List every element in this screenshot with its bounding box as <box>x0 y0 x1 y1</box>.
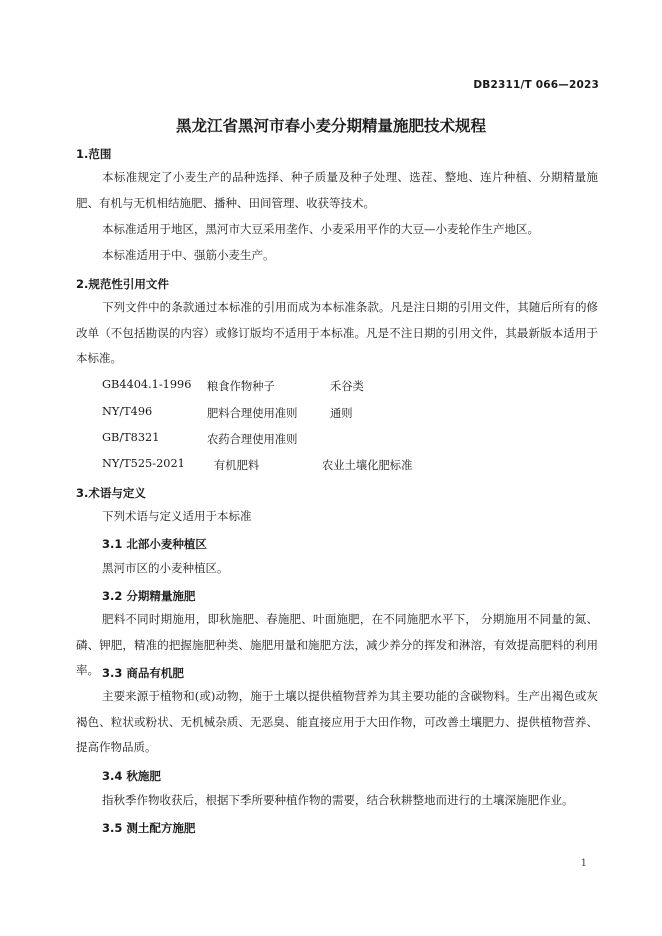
terms-intro: 下列术语与定义适用于本标准 <box>102 509 252 523</box>
references-paragraph: 下列文件中的条款通过本标准的引用而成为本标准条款。凡是注日期的引用文件，其随后所有的修改单（不包括勘误的内容）或修订版均不适用于本标准。凡是不注日期的引用文件，其最新版本适用于本标准。 <box>76 300 598 366</box>
reference-part: 农业土壤化肥标准 <box>322 459 413 472</box>
section-heading-terms-definitions: 3.术语与定义 <box>76 486 146 500</box>
term-heading-soil-testing-formula-fertilization: 3.5 测土配方施肥 <box>102 821 196 835</box>
reference-code: NY/T496 <box>102 405 153 418</box>
document-title: 黑龙江省黑河市春小麦分期精量施肥技术规程 <box>175 117 486 135</box>
standard-code: DB2311/T 066—2023 <box>473 79 599 91</box>
scope-paragraph-2: 本标准适用于地区，黑河市大豆采用垄作、小麦采用平作的大豆—小麦轮作生产地区。 <box>102 222 539 236</box>
section-heading-normative-references: 2.规范性引用文件 <box>76 277 169 291</box>
term-heading-staged-precision-fertilization: 3.2 分期精量施肥 <box>102 589 196 603</box>
reference-name: 肥料合理使用准则 <box>207 407 298 420</box>
reference-code: GB/T8321 <box>102 431 160 444</box>
scope-paragraph-3: 本标准适用于中、强筋小麦生产。 <box>102 248 275 262</box>
reference-name: 有机肥料 <box>214 459 260 472</box>
reference-part: 通则 <box>330 407 353 420</box>
scope-paragraph-1: 本标准规定了小麦生产的品种选择、种子质量及种子处理、选茬、整地、连片种植、分期精量施肥、有机与无机相结施肥、播种、田间管理、收获等技术。 <box>76 170 598 210</box>
term-text-autumn-fertilization: 指秋季作物收获后，根据下季所要种植作物的需要，结合秋耕整地而进行的土壤深施肥作业。 <box>102 793 574 807</box>
reference-name: 农药合理使用准则 <box>207 433 298 446</box>
reference-code: GB4404.1-1996 <box>102 378 192 391</box>
page-number: 1 <box>580 858 587 869</box>
reference-part: 禾谷类 <box>330 380 364 393</box>
term-text-northern-wheat-area: 黑河市区的小麦种植区。 <box>102 561 229 575</box>
term-heading-northern-wheat-area: 3.1 北部小麦种植区 <box>102 537 207 551</box>
term-heading-commercial-organic-fertilizer: 3.3 商品有机肥 <box>102 666 184 680</box>
reference-code: NY/T525-2021 <box>102 457 185 470</box>
section-heading-scope: 1.范围 <box>76 147 112 161</box>
reference-name: 粮食作物种子 <box>207 380 275 393</box>
term-heading-autumn-fertilization: 3.4 秋施肥 <box>102 769 161 783</box>
term-text-commercial-organic-fertilizer: 主要来源于植物和(或)动物，施于土壤以提供植物营养为其主要功能的含碳物料。生产出褐色或灰褐色、粒状或粉状、无机械杂质、无恶臭、能直接应用于大田作物，可改善土壤肥力、提供植物营养、提高作物品质。 <box>76 689 598 755</box>
term-text-staged-precision-fertilization: 肥料不同时期施用，即秋施肥、春施肥、叶面施肥，在不同施肥水平下， 分期施用不同量的氮、磷、钾肥，精准的把握施肥种类、施肥用量和施肥方法，减少养分的挥发和淋溶，有效提高肥料的利用率。 <box>76 612 598 678</box>
